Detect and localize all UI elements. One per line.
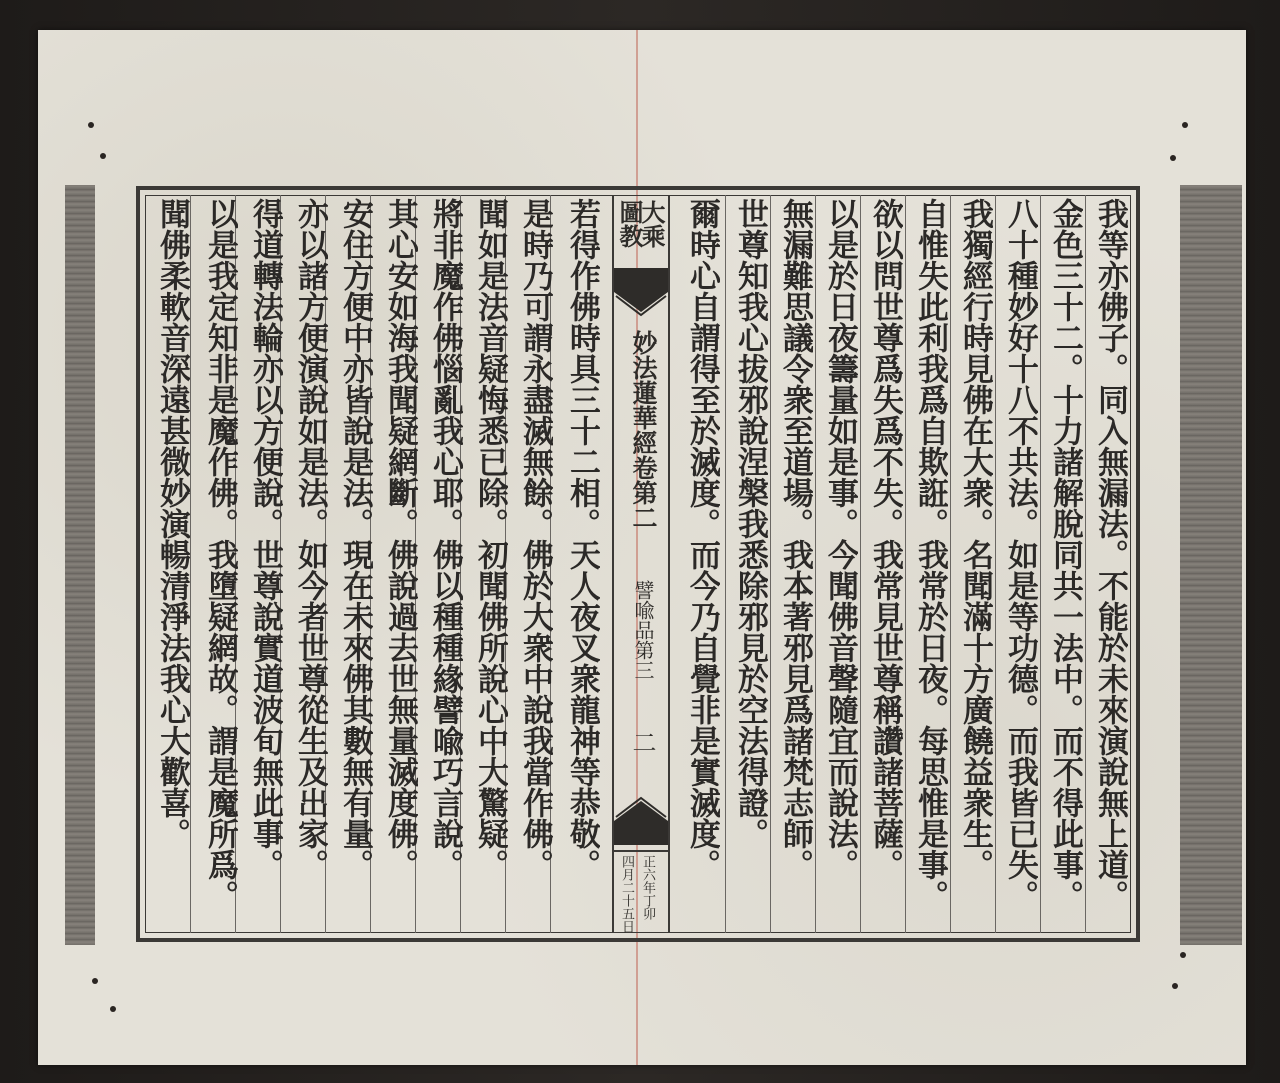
text-column: 無漏難思議令衆至道場。我本著邪見爲諸梵志師。	[777, 198, 813, 880]
center-divider	[614, 850, 668, 852]
text-column: 聞佛柔軟音深遠甚微妙演暢清淨法我心大歡喜。	[154, 198, 190, 849]
page-number: 二	[628, 730, 656, 754]
bottom-label-1: 正六年丁卯	[640, 855, 655, 920]
column-rule	[1040, 195, 1041, 933]
column-rule	[905, 195, 906, 933]
text-column: 若得作佛時具三十二相。天人夜叉衆龍神等恭敬。	[564, 198, 600, 880]
text-column: 聞如是法音疑悔悉已除。初聞佛所說心中大驚疑。	[472, 198, 508, 880]
text-column: 金色三十二。十力諸解脫同共一法中。而不得此事。	[1047, 198, 1083, 911]
bottom-label-2: 四月二十五日	[619, 855, 634, 933]
binding-hole	[1172, 983, 1178, 989]
column-rule	[860, 195, 861, 933]
binding-hole	[92, 978, 98, 984]
binding-hole	[100, 153, 106, 159]
text-column: 以是於日夜籌量如是事。今聞佛音聲隨宜而說法。	[822, 198, 858, 880]
text-column: 爾時心自謂得至於滅度。而今乃自覺非是實滅度。	[684, 198, 720, 880]
ink-rubbing-right	[1180, 185, 1242, 945]
top-label-1: 大乘	[637, 200, 666, 248]
ink-rubbing-left	[65, 185, 95, 945]
binding-hole	[1170, 155, 1176, 161]
binding-hole	[88, 122, 94, 128]
binding-hole	[1180, 952, 1186, 958]
text-column: 亦以諸方便演說如是法。如今者世尊從生及出家。	[292, 198, 328, 880]
text-column: 我等亦佛子。同入無漏法。不能於未來演說無上道。	[1092, 198, 1128, 911]
text-column: 是時乃可謂永盡滅無餘。佛於大衆中說我當作佛。	[517, 198, 553, 880]
text-column: 以是我定知非是魔作佛。我墮疑網故。謂是魔所爲。	[202, 198, 238, 911]
column-rule	[995, 195, 996, 933]
chapter-title: 譬喩品第三	[631, 580, 655, 680]
text-column: 我獨經行時見佛在大衆。名聞滿十方廣饒益衆生。	[957, 198, 993, 880]
text-column: 欲以問世尊爲失爲不失。我常見世尊稱讚諸菩薩。	[867, 198, 903, 880]
text-column: 得道轉法輪亦以方便說。世尊說實道波旬無此事。	[247, 198, 283, 880]
binding-hole	[110, 1006, 116, 1012]
column-rule	[190, 195, 191, 933]
column-rule	[770, 195, 771, 933]
text-column: 自惟失此利我爲自欺誑。我常於日夜。每思惟是事。	[912, 198, 948, 911]
column-rule	[815, 195, 816, 933]
text-column: 其心安如海我聞疑網斷。佛說過去世無量滅度佛。	[382, 198, 418, 880]
binding-hole	[1182, 122, 1188, 128]
text-column: 將非魔作佛惱亂我心耶。佛以種種緣譬喩巧言說。	[427, 198, 463, 880]
sutra-title: 妙法蓮華經卷第二	[629, 330, 658, 530]
text-column: 世尊知我心拔邪說涅槃我悉除邪見於空法得證。	[732, 198, 768, 849]
column-rule	[950, 195, 951, 933]
text-column: 八十種妙好十八不共法。如是等功德。而我皆已失。	[1002, 198, 1038, 911]
column-rule	[725, 195, 726, 933]
top-label-2: 圖教	[615, 200, 644, 248]
fishtail-bottom-icon	[614, 795, 668, 845]
text-column: 安住方便中亦皆說是法。現在未來佛其數無有量。	[337, 198, 373, 880]
fishtail-top-icon	[614, 268, 668, 318]
column-rule	[1085, 195, 1086, 933]
